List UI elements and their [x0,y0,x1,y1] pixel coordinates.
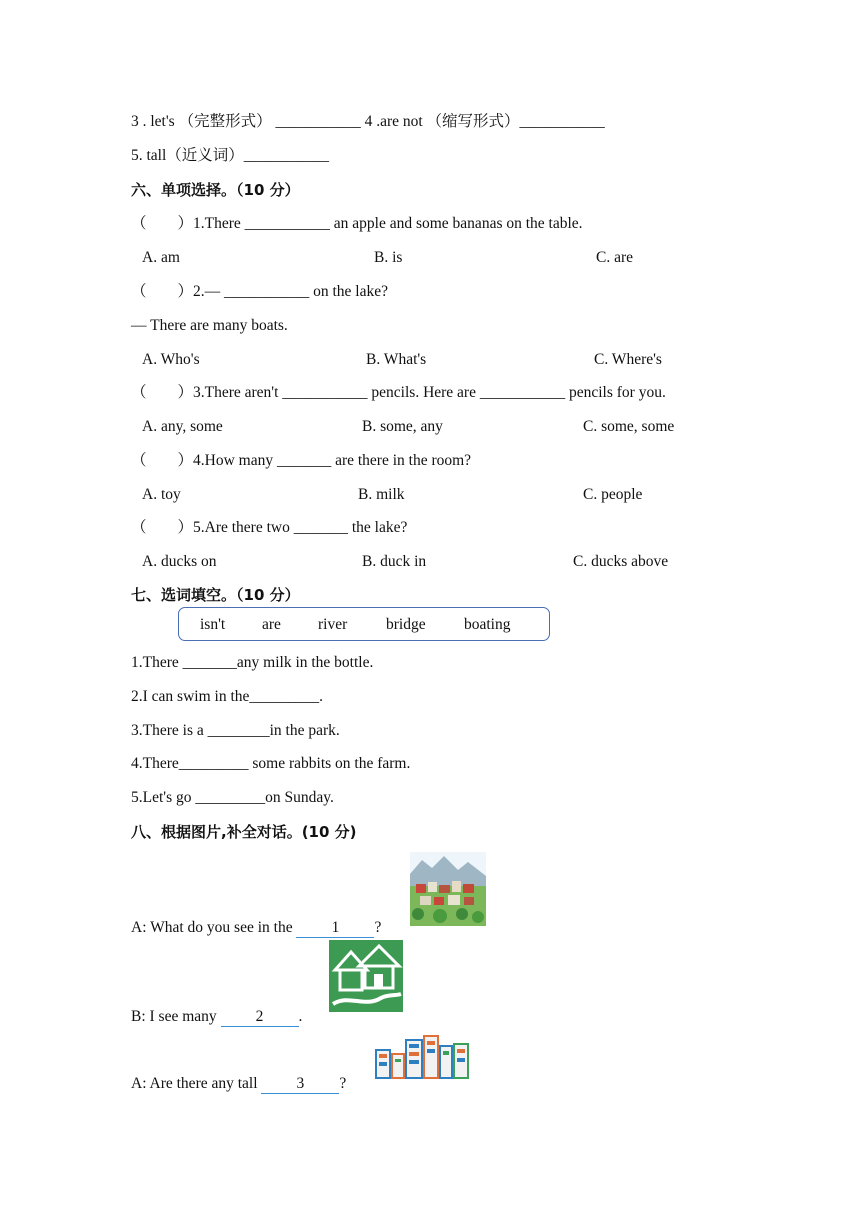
q2-stem: （ ）2.— ___________ on the lake? [131,283,389,300]
fill-sentence-4: 4.There_________ some rabbits on the farm. [131,755,411,772]
q4-stem: （ ）4.How many _______ are there in the room? [131,452,472,469]
answer-blank-2[interactable]: 2 [221,1008,299,1027]
q5-option-a: A. ducks on [142,553,217,570]
town-picture [410,852,486,926]
houses-picture [329,940,403,1012]
word-bank-item: isn't [200,616,226,633]
q1-option-b: B. is [374,249,403,266]
dialogue-line-3: A: Are there any tall 3 ? [131,1075,347,1092]
dialogue-line-2: B: I see many 2 . [131,1008,303,1025]
fill-sentence-2: 2.I can swim in the_________. [131,688,324,705]
q2-option-b: B. What's [366,351,427,368]
fill-sentence-5: 5.Let's go _________on Sunday. [131,789,334,806]
word-bank-item: boating [464,616,511,633]
q4-option-b: B. milk [358,486,405,503]
part8-heading: 八、根据图片,补全对话。(10 分) [131,823,357,841]
q4-option-c: C. people [583,486,643,503]
q2-option-a: A. Who's [142,351,200,368]
part7-heading: 七、选词填空。（10 分） [131,586,300,604]
q2-option-c: C. Where's [594,351,662,368]
word-bank-item: river [318,616,348,633]
dialogue-line-1: A: What do you see in the 1 ? [131,919,382,936]
word-bank-item: are [262,616,281,633]
q5-stem: （ ）5.Are there two _______ the lake? [131,519,408,536]
q5-option-b: B. duck in [362,553,427,570]
q3-option-c: C. some, some [583,418,675,435]
q3-option-a: A. any, some [142,418,223,435]
q4-option-a: A. toy [142,486,181,503]
word-bank-box [178,607,550,641]
q1-option-a: A. am [142,249,180,266]
q1-stem: （ ）1.There ___________ an apple and some bananas on the table. [131,215,583,232]
q1-option-c: C. are [596,249,634,266]
part5-line-5: 5. tall（近义词）___________ [131,147,330,164]
answer-blank-3[interactable]: 3 [261,1075,339,1094]
part5-line-3-4: 3 . let's （完整形式） ___________ 4 .are not （缩写形式）___________ [131,113,605,130]
fill-sentence-3: 3.There is a ________in the park. [131,722,340,739]
word-bank-item: bridge [386,616,426,633]
q3-stem: （ ）3.There aren't ___________ pencils. Here are ___________ pencils for you. [131,384,666,401]
q2-answer-line: — There are many boats. [131,317,288,334]
part6-heading: 六、单项选择。（10 分） [131,181,300,199]
q5-option-c: C. ducks above [573,553,669,570]
tall-buildings-picture [374,1034,472,1080]
answer-blank-1[interactable]: 1 [296,919,374,938]
fill-sentence-1: 1.There _______any milk in the bottle. [131,654,374,671]
q3-option-b: B. some, any [362,418,443,435]
